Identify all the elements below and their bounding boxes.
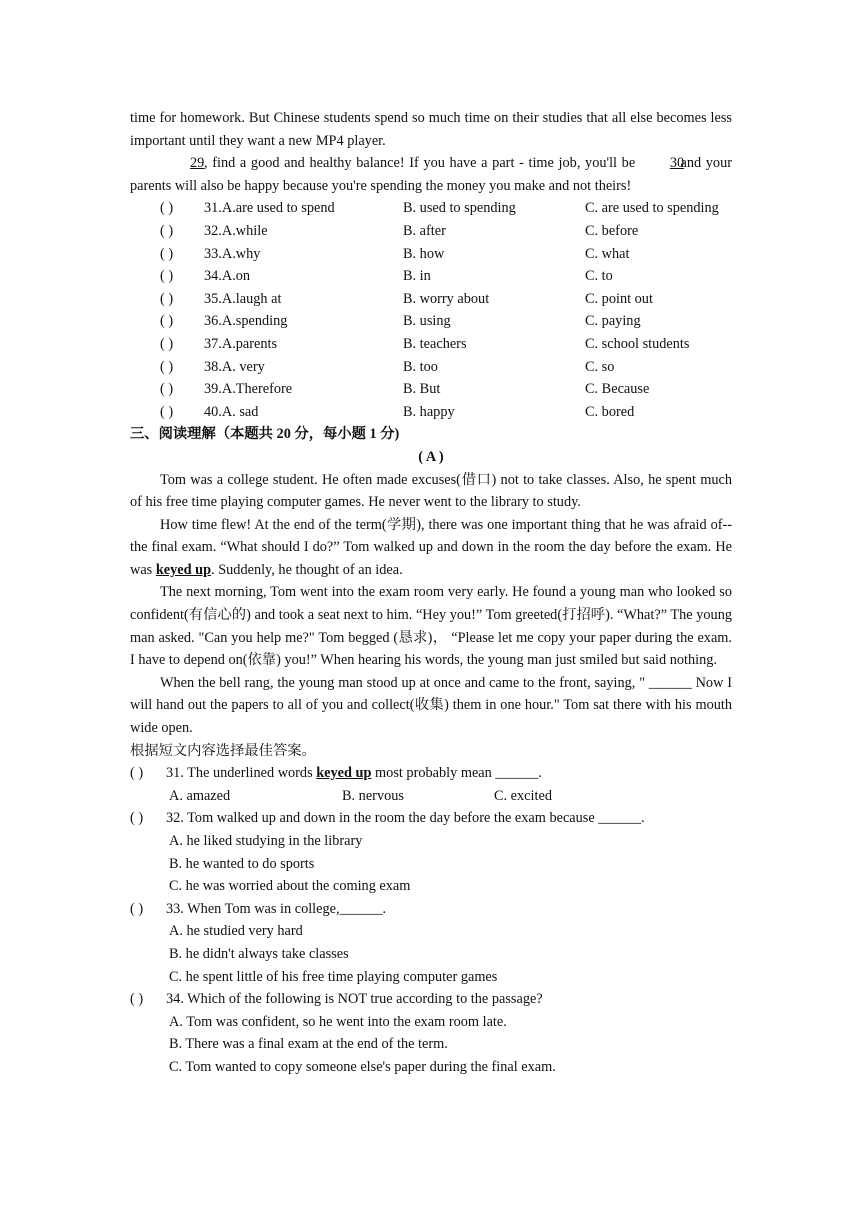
answer-b: B. nervous xyxy=(342,787,404,804)
option-row-34 xyxy=(130,265,732,288)
option-b: B. using xyxy=(403,313,451,330)
option-b: B. how xyxy=(403,245,445,262)
option-row-35 xyxy=(130,288,732,311)
cloze-text: , find a good and healthy balance! If you have a part - time job, you'll be xyxy=(204,155,636,172)
option-row-36 xyxy=(130,310,732,333)
section-heading: 三、阅读理解（本题共 20 分，每小题 1 分) xyxy=(130,426,400,443)
keyed-up-phrase: keyed up xyxy=(155,561,212,578)
passage-paragraph-2 xyxy=(130,514,732,582)
question-text-end: most probably mean ______. xyxy=(375,765,542,782)
option-c: C. so xyxy=(585,358,615,375)
passage-paragraph-4: When the bell rang, the young man stood up at once and came to the front, saying, " ______ Now I will hand out the papers to all of you and collect(收集) them in one hour." Tom sat there with his mouth wide open. xyxy=(130,674,732,737)
passage-text: . Suddenly, he thought of an idea. xyxy=(211,561,403,578)
answer-c: C. excited xyxy=(494,787,552,804)
option-b: B. teachers xyxy=(403,335,467,352)
question-text: 32. Tom walked up and down in the room the day before the exam because ______. xyxy=(166,810,645,827)
answer-blank: ( ) xyxy=(160,403,174,420)
keyed-up-phrase: keyed up xyxy=(316,765,372,782)
answer-blank: ( ) xyxy=(160,313,174,330)
answer-a: A. Tom was confident, so he went into the exam room late. xyxy=(169,1013,507,1030)
option-c: C. what xyxy=(585,245,630,262)
answer-blank: ( ) xyxy=(160,245,174,262)
option-a: 34.A.on xyxy=(204,268,251,285)
answer-options xyxy=(130,785,732,808)
option-row-40 xyxy=(130,401,732,424)
option-c: C. school students xyxy=(585,335,690,352)
answer-blank: ( ) xyxy=(130,810,144,827)
question-34 xyxy=(130,988,732,1078)
option-a: 36.A.spending xyxy=(204,313,288,330)
option-a: 31.A.are used to spend xyxy=(204,200,335,217)
option-a: 35.A.laugh at xyxy=(204,290,282,307)
cloze-paragraph-last xyxy=(130,152,732,197)
option-row-38 xyxy=(130,356,732,379)
blank-29: 29 xyxy=(190,155,205,172)
answer-a: A. he studied very hard xyxy=(169,923,303,940)
question-31 xyxy=(130,762,732,807)
question-text: 33. When Tom was in college,______. xyxy=(166,900,387,917)
question-text xyxy=(166,762,542,785)
answer-b: B. he wanted to do sports xyxy=(169,855,315,872)
instruction: 根据短文内容选择最佳答案。 xyxy=(130,742,316,759)
option-a: 32.A.while xyxy=(204,222,268,239)
answer-blank: ( ) xyxy=(160,381,174,398)
option-c: C. are used to spending xyxy=(585,200,719,217)
option-a: 37.A.parents xyxy=(204,335,278,352)
cloze-text: and your parents will also be happy because you're spending the money you make and not theirs! xyxy=(130,155,732,194)
question-stem xyxy=(130,988,732,1011)
option-b: B. But xyxy=(403,381,441,398)
answer-b: B. he didn't always take classes xyxy=(169,945,349,962)
answer-blank: ( ) xyxy=(160,222,174,239)
answer-blank: ( ) xyxy=(130,765,144,782)
option-c: C. bored xyxy=(585,403,635,420)
question-text-start: 31. The underlined words xyxy=(166,765,313,782)
answer-a: A. amazed xyxy=(169,787,231,804)
question-stem xyxy=(130,807,732,830)
question-stem xyxy=(130,898,732,921)
answer-a: A. he liked studying in the library xyxy=(169,833,363,849)
option-row-37 xyxy=(130,333,732,356)
answer-b: B. There was a final exam at the end of the term. xyxy=(169,1036,448,1053)
cloze-options xyxy=(130,197,732,423)
question-stem xyxy=(130,762,732,785)
answer-blank: ( ) xyxy=(160,290,174,307)
answer-c: C. he spent little of his free time playing computer games xyxy=(169,968,498,985)
option-a: 39.A.Therefore xyxy=(204,381,293,398)
option-b: B. happy xyxy=(403,403,455,420)
option-b: B. too xyxy=(403,358,438,375)
option-c: C. point out xyxy=(585,290,653,307)
answer-blank: ( ) xyxy=(160,358,174,375)
blank-30: 30 xyxy=(669,155,685,172)
question-32 xyxy=(130,807,732,897)
option-a: 33.A.why xyxy=(204,245,261,262)
option-c: C. before xyxy=(585,222,639,239)
question-text: 34. Which of the following is NOT true according to the passage? xyxy=(166,991,543,1008)
cloze-paragraph-end: time for homework. But Chinese students spend so much time on their studies that all else becomes less important until they want a new MP4 player. xyxy=(130,110,732,149)
option-row-31 xyxy=(130,197,732,220)
passage-text: How time flew! At the end of the term(学期), there was one important thing that he was afraid of--the final exam. “What should I do?” Tom walked up and down in the room the day before the exam. He was xyxy=(130,516,732,578)
option-a: 38.A. very xyxy=(204,358,265,375)
answer-blank: ( ) xyxy=(160,335,174,352)
answer-blank: ( ) xyxy=(160,200,174,217)
option-c: C. paying xyxy=(585,313,641,330)
passage-paragraph-3: The next morning, Tom went into the exam room very early. He found a young man who looked so confident(有信心的) and took a seat next to him. “Hey you!” Tom greeted(打招呼). “What?” The young man asked. "Can you help me?" Tom begged (恳求)， “Please let me copy your paper during the exam. I have to depend on(依靠) you!” When hearing his words, the young man just smiled but said nothing. xyxy=(130,584,732,669)
answer-c: C. he was worried about the coming exam xyxy=(169,878,411,895)
passage-paragraph-1: Tom was a college student. He often made excuses(借口) not to take classes. Also, he spent much of his free time playing computer games. He never went to the library to study. xyxy=(130,471,732,511)
question-33 xyxy=(130,898,732,988)
option-row-39 xyxy=(130,378,732,401)
option-c: C. to xyxy=(585,268,613,285)
exam-content xyxy=(130,107,732,1079)
answer-c: C. Tom wanted to copy someone else's paper during the final exam. xyxy=(169,1058,556,1075)
option-b: B. worry about xyxy=(403,290,490,307)
option-row-32 xyxy=(130,220,732,243)
option-row-33 xyxy=(130,243,732,266)
option-a: 40.A. sad xyxy=(204,403,259,420)
answer-blank: ( ) xyxy=(130,991,144,1008)
option-b: B. used to spending xyxy=(403,200,516,217)
answer-blank: ( ) xyxy=(130,900,144,917)
option-c: C. Because xyxy=(585,381,650,398)
passage-label: ( A ) xyxy=(418,448,444,465)
option-b: B. in xyxy=(403,268,431,285)
option-b: B. after xyxy=(403,222,446,239)
answer-blank: ( ) xyxy=(160,268,174,285)
